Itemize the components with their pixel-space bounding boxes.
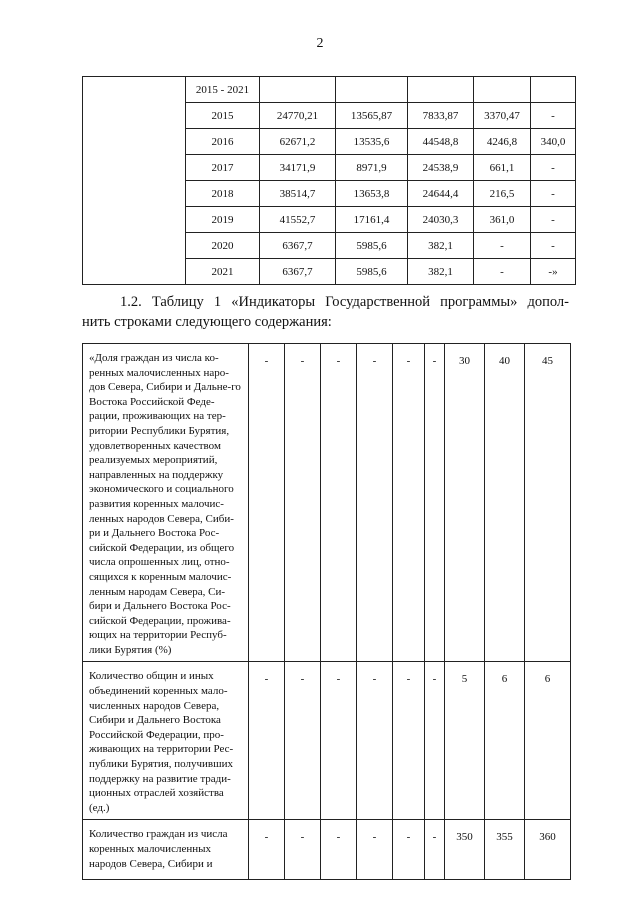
value-cell: 24538,9	[408, 155, 474, 181]
value-cell: -	[531, 103, 576, 129]
value-cell: -	[393, 662, 425, 820]
value-cell: 30	[445, 344, 485, 662]
value-cell: -	[531, 181, 576, 207]
value-cell: 13535,6	[336, 129, 408, 155]
value-cell: -	[357, 344, 393, 662]
value-cell: -	[249, 820, 285, 880]
value-cell: 6367,7	[260, 233, 336, 259]
value-cell: 216,5	[474, 181, 531, 207]
value-cell: -	[249, 344, 285, 662]
value-cell: 5985,6	[336, 259, 408, 285]
value-cell: 350	[445, 820, 485, 880]
indicator-description: Количество общин и иных объединений коренных мало-численных народов Севера, Сибири и Дальнего Востока Российской Федерации, про-живающих на территории Рес-публики Бурятия, получивших поддержку на развитие тради-ционных отраслей хозяйства (ед.)	[83, 662, 249, 820]
value-cell: 13565,87	[336, 103, 408, 129]
value-cell: 360	[525, 820, 571, 880]
value-cell: 17161,4	[336, 207, 408, 233]
paragraph-line: 1.2. Таблицу 1 «Индикаторы Государственной программы» допол-	[120, 294, 569, 310]
value-cell: -	[321, 820, 357, 880]
value-cell: -	[393, 820, 425, 880]
value-cell: 7833,87	[408, 103, 474, 129]
value-cell: 361,0	[474, 207, 531, 233]
value-cell: 8971,9	[336, 155, 408, 181]
table-row	[83, 77, 576, 103]
table-row	[83, 820, 571, 880]
program-name-cell	[83, 77, 186, 285]
paragraph-line: нить строками следующего содержания:	[82, 314, 332, 330]
value-cell: -	[357, 820, 393, 880]
value-cell: -	[531, 155, 576, 181]
value-cell: 41552,7	[260, 207, 336, 233]
value-cell: 40	[485, 344, 525, 662]
value-cell: 24030,3	[408, 207, 474, 233]
value-cell: -	[393, 344, 425, 662]
value-cell: -	[285, 820, 321, 880]
value-cell: 45	[525, 344, 571, 662]
year-cell: 2016	[186, 129, 260, 155]
value-cell: -	[357, 662, 393, 820]
value-cell: -	[474, 259, 531, 285]
indicators-table	[82, 343, 571, 880]
value-cell: -»	[531, 259, 576, 285]
indicator-description: Количество граждан из числа коренных малочисленных народов Севера, Сибири и	[83, 820, 249, 880]
table-row	[83, 344, 571, 662]
year-cell: 2021	[186, 259, 260, 285]
value-cell: 340,0	[531, 129, 576, 155]
value-cell: 5	[445, 662, 485, 820]
value-cell: -	[285, 344, 321, 662]
value-cell: 13653,8	[336, 181, 408, 207]
period-cell: 2015 - 2021	[186, 77, 260, 103]
financing-table	[82, 76, 576, 285]
table-row	[83, 662, 571, 820]
value-cell: 4246,8	[474, 129, 531, 155]
value-cell: 24644,4	[408, 181, 474, 207]
value-cell: 3370,47	[474, 103, 531, 129]
value-cell: -	[425, 344, 445, 662]
value-cell: -	[285, 662, 321, 820]
value-cell: 6367,7	[260, 259, 336, 285]
value-cell: -	[531, 233, 576, 259]
value-cell: 355	[485, 820, 525, 880]
value-cell: -	[425, 662, 445, 820]
value-cell: 382,1	[408, 259, 474, 285]
value-cell: -	[321, 344, 357, 662]
page-number: 2	[316, 36, 324, 51]
year-cell: 2015	[186, 103, 260, 129]
year-cell: 2019	[186, 207, 260, 233]
value-cell: 661,1	[474, 155, 531, 181]
value-cell: 24770,21	[260, 103, 336, 129]
value-cell: 6	[525, 662, 571, 820]
value-cell: 62671,2	[260, 129, 336, 155]
year-cell: 2020	[186, 233, 260, 259]
value-cell: 5985,6	[336, 233, 408, 259]
value-cell: 34171,9	[260, 155, 336, 181]
value-cell: 382,1	[408, 233, 474, 259]
value-cell: 6	[485, 662, 525, 820]
value-cell: -	[531, 207, 576, 233]
value-cell: 38514,7	[260, 181, 336, 207]
amendment-paragraph	[82, 292, 569, 332]
value-cell: -	[321, 662, 357, 820]
value-cell: -	[474, 233, 531, 259]
value-cell: -	[425, 820, 445, 880]
year-cell: 2018	[186, 181, 260, 207]
year-cell: 2017	[186, 155, 260, 181]
value-cell: -	[249, 662, 285, 820]
indicator-description: «Доля граждан из числа ко-ренных малочисленных наро-дов Севера, Сибири и Дальне-го Востока Российской Феде-рации, проживающих на тер-ритории Республики Бурятия, удовлетворенных качеством реализуемых мероприятий, направленных на поддержку экономического и социального развития коренных малочис-ленных народов Севера, Сиби-ри и Дальнего Востока Рос-сийской Федерации, из общего числа опрошенных лиц, отно-сящихся к коренным малочис-ленным народам Севера, Си-бири и Дальнего Востока Рос-сийской Федерации, прожива-ющих на территории Респуб-лики Бурятия (%)	[83, 344, 249, 662]
value-cell: 44548,8	[408, 129, 474, 155]
